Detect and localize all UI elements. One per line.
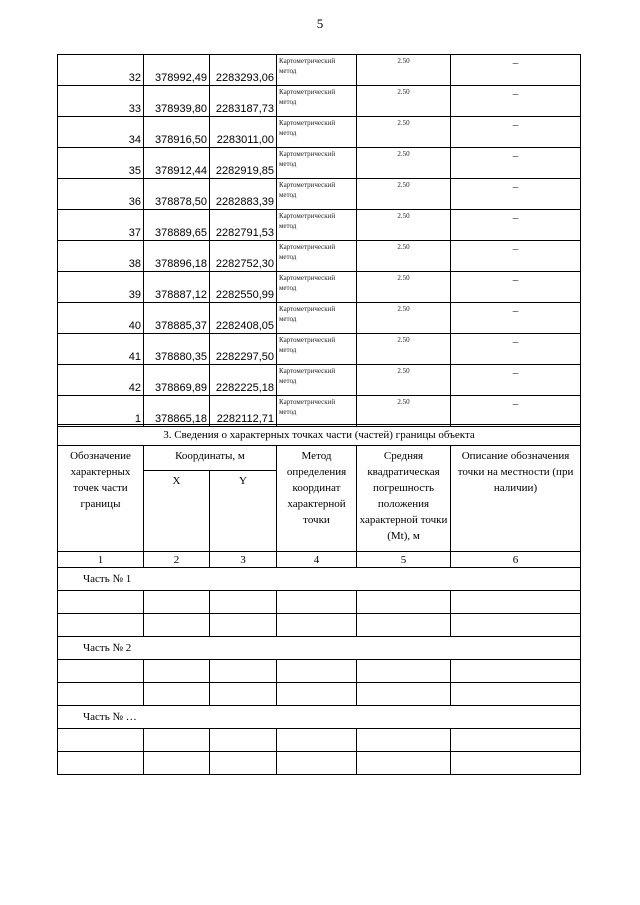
header-x: X [144,471,210,552]
coordinate-y: 2283293,06 [210,55,277,86]
method-cell [277,334,357,365]
header-description: Описание обозначения точки на местности (при наличии) [451,446,581,552]
header-precision: Средняя квадратическая погрешность положения характерной точки (Mt), м [357,446,451,552]
method-cell [277,148,357,179]
coordinate-y: 2282791,53 [210,210,277,241]
precision: 2.50 [357,365,451,396]
coordinate-y: 2282408,05 [210,303,277,334]
empty-row [58,591,581,614]
description: – [451,86,581,117]
method-text: Картометрический [279,305,336,313]
method-text: Картометрический [279,57,336,65]
coordinate-y: 2282297,50 [210,334,277,365]
coordinate-row [58,148,581,179]
column-number: 1 [58,552,144,568]
method-text: Картометрический [279,181,336,189]
coordinate-x: 378869,89 [144,365,210,396]
empty-row [58,683,581,706]
coordinate-y: 2282112,71 [210,396,277,427]
precision: 2.50 [357,334,451,365]
column-number: 6 [451,552,581,568]
coordinate-y: 2283011,00 [210,117,277,148]
method-cell [277,303,357,334]
precision: 2.50 [357,210,451,241]
method-text: метод [279,160,297,168]
coordinate-x: 378896,18 [144,241,210,272]
method-text: метод [279,222,297,230]
point-number: 38 [58,241,144,272]
point-number: 39 [58,272,144,303]
coordinate-row [58,365,581,396]
method-text: Картометрический [279,398,336,406]
description: – [451,179,581,210]
coordinate-y: 2282883,39 [210,179,277,210]
precision: 2.50 [357,117,451,148]
section-3-table [57,424,581,775]
point-number: 41 [58,334,144,365]
column-number: 4 [277,552,357,568]
column-number: 5 [357,552,451,568]
empty-row [58,660,581,683]
point-number: 35 [58,148,144,179]
coordinate-x: 378885,37 [144,303,210,334]
point-number: 37 [58,210,144,241]
precision: 2.50 [357,148,451,179]
method-text: метод [279,284,297,292]
method-text: метод [279,377,297,385]
method-text: Картометрический [279,336,336,344]
coordinate-row [58,210,581,241]
coordinate-row [58,179,581,210]
point-number: 33 [58,86,144,117]
section-title: 3. Сведения о характерных точках части (частей) границы объекта [58,425,581,446]
description: – [451,396,581,427]
precision: 2.50 [357,396,451,427]
column-number: 2 [144,552,210,568]
coordinates-table [57,54,581,427]
method-text: метод [279,98,297,106]
point-number: 42 [58,365,144,396]
coordinate-x: 378916,50 [144,117,210,148]
method-cell [277,86,357,117]
empty-row [58,614,581,637]
header-y: Y [210,471,277,552]
coordinate-y: 2282752,30 [210,241,277,272]
column-number-row [58,552,581,568]
method-text: метод [279,346,297,354]
coordinate-row [58,303,581,334]
coordinate-y: 2282550,99 [210,272,277,303]
method-cell [277,55,357,86]
coordinate-x: 378878,50 [144,179,210,210]
empty-row [58,752,581,775]
coordinate-row [58,272,581,303]
precision: 2.50 [357,55,451,86]
coordinate-row [58,86,581,117]
coordinate-x: 378912,44 [144,148,210,179]
point-number: 40 [58,303,144,334]
method-text: метод [279,191,297,199]
method-text: метод [279,67,297,75]
coordinate-row [58,55,581,86]
method-text: Картометрический [279,367,336,375]
empty-row [58,729,581,752]
point-number: 36 [58,179,144,210]
method-text: Картометрический [279,88,336,96]
method-text: метод [279,315,297,323]
description: – [451,365,581,396]
precision: 2.50 [357,86,451,117]
method-cell [277,396,357,427]
description: – [451,334,581,365]
precision: 2.50 [357,303,451,334]
coordinate-row [58,334,581,365]
point-number: 1 [58,396,144,427]
method-text: Картометрический [279,212,336,220]
method-text: Картометрический [279,150,336,158]
method-text: Картометрический [279,119,336,127]
method-cell [277,179,357,210]
precision: 2.50 [357,179,451,210]
coordinate-x: 378889,65 [144,210,210,241]
method-text: метод [279,253,297,261]
method-cell [277,241,357,272]
coordinate-x: 378865,18 [144,396,210,427]
point-number: 34 [58,117,144,148]
description: – [451,241,581,272]
method-text: метод [279,129,297,137]
coordinate-row [58,241,581,272]
part-label: Часть № … [58,706,581,729]
method-cell [277,117,357,148]
description: – [451,117,581,148]
description: – [451,210,581,241]
part-label: Часть № 2 [58,637,581,660]
page-number: 5 [316,16,324,31]
coordinate-x: 378939,80 [144,86,210,117]
point-number: 32 [58,55,144,86]
header-designation: Обозначение характерных точек части границы [58,446,144,552]
part-label: Часть № 1 [58,568,581,591]
method-text: Картометрический [279,243,336,251]
description: – [451,148,581,179]
coordinate-y: 2282919,85 [210,148,277,179]
method-text: метод [279,408,297,416]
header-method: Метод определения координат характерной точки [277,446,357,552]
description: – [451,55,581,86]
coordinate-row [58,117,581,148]
coordinate-y: 2283187,73 [210,86,277,117]
header-coordinates: Координаты, м [144,446,277,471]
precision: 2.50 [357,241,451,272]
column-number: 3 [210,552,277,568]
coordinate-row [58,396,581,427]
method-cell [277,210,357,241]
method-cell [277,272,357,303]
coordinate-x: 378992,49 [144,55,210,86]
description: – [451,303,581,334]
precision: 2.50 [357,272,451,303]
method-text: Картометрический [279,274,336,282]
coordinate-x: 378880,35 [144,334,210,365]
method-cell [277,365,357,396]
coordinate-y: 2282225,18 [210,365,277,396]
coordinate-x: 378887,12 [144,272,210,303]
description: – [451,272,581,303]
